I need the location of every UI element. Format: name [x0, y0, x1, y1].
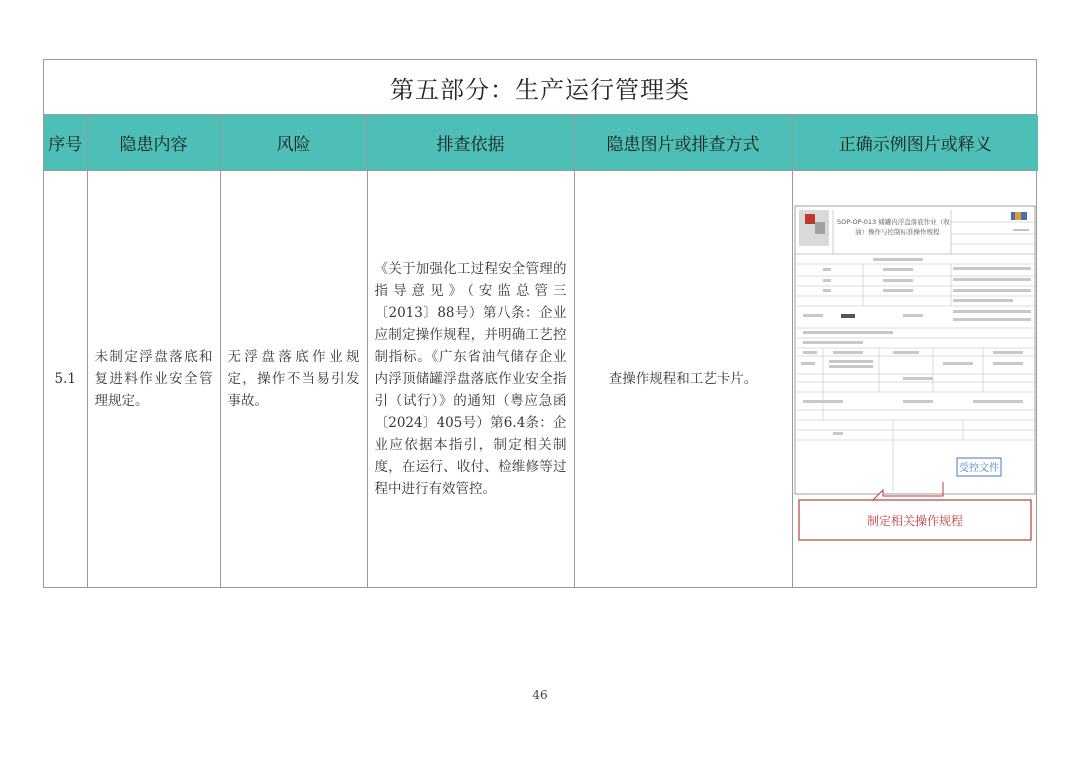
table-row: [44, 171, 1038, 588]
row-method: 查操作规程和工艺卡片。: [574, 171, 792, 588]
row-content: 未制定浮盘落底和复进料作业安全管理规定。: [87, 171, 220, 588]
doc-heading-line1: SOP-OP-013 储罐内浮盘落底作业（收: [837, 218, 951, 226]
page-number: 46: [532, 688, 548, 702]
example-image-cell: [792, 171, 1038, 588]
row-id: 5.1: [44, 171, 87, 588]
hazard-table-sheet: [43, 59, 1037, 588]
header-basis: 排查依据: [367, 115, 574, 171]
controlled-document-stamp: 受控文件: [959, 463, 1000, 474]
header-content: 隐患内容: [87, 115, 220, 171]
header-risk: 风险: [220, 115, 367, 171]
row-risk: 无浮盘落底作业规定，操作不当易引发事故。: [220, 171, 367, 588]
table-header-row: [44, 115, 1038, 171]
section-title: 第五部分：生产运行管理类: [44, 60, 1036, 115]
header-method: 隐患图片或排查方式: [574, 115, 792, 171]
example-document-image: [793, 204, 1037, 554]
row-basis: 《关于加强化工过程安全管理的指导意见》（安监总管三〔2013〕88号）第八条：企业应制定操作规程，并明确工艺控制指标。《广东省油气储存企业内浮顶储罐浮盘落底作业安全指引（试行）》的通知（粤应急函〔2024〕405号）第6.4条：企业应依据本指引，制定相关制度，在运行、收付、检维修等过程中进行有效管控。: [367, 171, 574, 588]
header-id: 序号: [44, 115, 87, 171]
sop-document-illustration: [793, 204, 1037, 554]
hazard-table: [44, 115, 1038, 587]
header-example: 正确示例图片或释义: [792, 115, 1038, 171]
doc-heading-line2: 油）操作与控制标准操作规程: [855, 228, 940, 236]
example-caption: 制定相关操作规程: [867, 514, 964, 528]
